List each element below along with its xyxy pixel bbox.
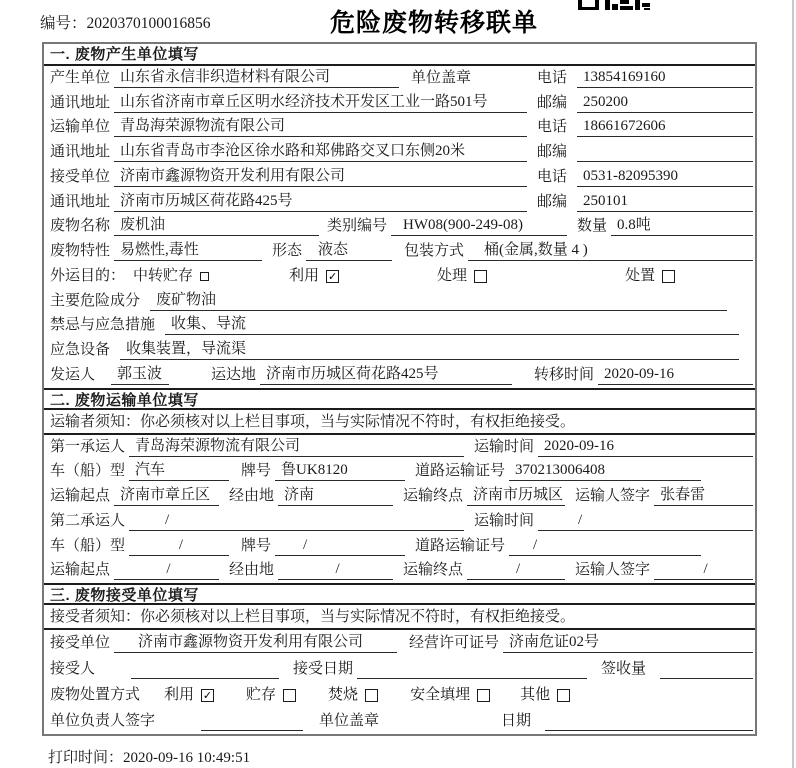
route-start-value-1: 济南市章丘区 [114,486,219,506]
print-time-value: 2020-09-16 10:49:51 [123,750,251,766]
row-right [537,117,753,137]
recycle-checkbox-icon: ✓ [327,269,338,283]
transport-time-value-2: / [538,511,753,531]
receiver-unit-label: 接受单位 [50,168,111,185]
row-waste-character [44,239,755,264]
row-receiver-address [44,190,755,215]
transporter-unit-label: 运输单位 [50,119,111,136]
section-transporter [44,388,755,584]
route-via-value-1: 济南 [278,486,393,506]
disposal-method-label: 废物处置方式 [50,687,141,704]
receiver-phone-value: 0531-82095390 [577,167,753,187]
waste-name-label: 废物名称 [50,218,111,235]
emergency-equipment-value: 收集装置，导流渠 [120,340,739,360]
route-end-value-1: 济南市历城区 [467,486,565,506]
road-permit-value-2: / [509,536,701,556]
row-left [50,68,537,88]
receiver-notice: 接受者须知：你必须核对以上栏目事项，当与实际情况不符时，有权拒绝接受。 [44,605,755,630]
received-qty-label: 签收量 [601,661,647,678]
purpose-option-treatment-label: 处理 [437,267,468,284]
manifest-form [42,42,757,736]
license-value: 济南危证02号 [503,633,753,653]
row-vehicle-1 [44,460,755,485]
row-emergency-measures [44,314,755,339]
transporter-zip-value [577,143,753,162]
row-right [537,143,753,162]
accept-unit-value: 济南市鑫源物资开发利用有限公司 [114,633,397,653]
route-start-value-2: / [114,560,219,580]
other-checkbox-icon [557,689,570,702]
disposal-option-landfill-label: 安全填埋 [410,687,471,704]
incinerate-checkbox-icon [365,689,378,702]
dispatcher-label: 发运人 [50,366,96,383]
serial-number-value: 2020370100016856 [86,15,211,32]
purpose-option-recycle [289,267,339,286]
vehicle-type-label-1: 车（船）型 [50,463,126,480]
producer-zip-label: 邮编 [537,94,568,111]
vehicle-type-value-2: / [129,536,229,556]
transporter-notice: 运输者须知：你必须核对以上栏目事项，当与实际情况不符时，有权拒绝接受。 [44,410,755,435]
route-via-label-2: 经由地 [229,562,275,579]
row-left [50,192,537,212]
purpose-option-disposal-label: 处置 [625,267,656,284]
row-route-2 [44,559,755,584]
row-accept-unit [44,630,755,656]
unit-seal-label: 单位盖章 [411,69,472,86]
transporter-address-value: 山东省青岛市李沧区徐水路和郑佛路交叉口东侧20米 [114,142,527,162]
road-permit-label-2: 道路运输证号 [415,537,506,554]
plate-label-1: 牌号 [241,463,272,480]
row-accept-person [44,656,755,682]
landfill-checkbox-icon [477,689,490,702]
serial-number-label: 编号： [40,15,87,32]
unit-seal-label-2: 单位盖章 [319,713,380,730]
disposal-option-incinerate [328,686,378,705]
license-label: 经营许可证号 [409,635,500,652]
carrier-sign-value-2: / [654,560,753,580]
producer-unit-value: 山东省永信非织造材料有限公司 [114,68,399,88]
accept-unit-label: 接受单位 [50,635,111,652]
responsible-sign-value [201,712,303,731]
row-left [50,167,537,187]
purpose-option-storage [133,267,209,286]
storage-checkbox-icon [200,272,209,281]
row-transporter-unit [44,116,755,141]
transporter-unit-value: 青岛海荣源物流有限公司 [114,117,527,137]
transport-time-label-2: 运输时间 [474,512,535,529]
carrier-sign-value-1: 张春雷 [654,486,753,506]
carrier-sign-label-2: 运输人签字 [575,562,651,579]
disposal-option-recycle-label: 利用 [164,687,195,704]
waste-qty-value: 0.8吨 [611,216,753,236]
route-start-label-2: 运输起点 [50,562,111,579]
accept-date-label: 接受日期 [293,661,354,678]
dispatcher-value: 郭玉波 [111,365,169,385]
producer-address-label: 通讯地址 [50,94,111,111]
transfer-time-value: 2020-09-16 [598,365,753,385]
row-left [50,117,537,137]
plate-value-1: 鲁UK8120 [275,461,405,481]
serial-number [40,11,211,33]
route-end-label-2: 运输终点 [403,562,464,579]
transport-time-value-1: 2020-09-16 [538,437,753,457]
print-time-label: 打印时间： [48,750,124,766]
route-via-label-1: 经由地 [229,488,275,504]
row-hazard-component [44,289,755,314]
transporter-phone-value: 18661672606 [577,117,753,137]
row-right [537,93,753,113]
receiver-unit-value: 济南市鑫源物资开发利用有限公司 [114,167,527,187]
producer-unit-label: 产生单位 [50,69,111,86]
second-carrier-value: / [129,511,464,531]
row-disposal-method [44,682,755,708]
waste-form-label: 形态 [272,243,303,259]
responsible-sign-label: 单位负责人签字 [50,713,156,730]
disposal-option-store [246,686,296,705]
waste-character-value: 易燃性,毒性 [114,241,262,261]
emergency-measures-value: 收集、导流 [165,315,739,335]
row-route-1 [44,484,755,509]
road-permit-value-1: 370213006408 [509,461,701,481]
producer-zip-value: 250200 [577,93,753,113]
section-producer-heading: 一. 废物产生单位填写 [44,44,755,66]
store-checkbox-icon [283,689,296,702]
receiver-zip-value: 250101 [577,192,753,212]
second-carrier-label: 第二承运人 [50,512,126,529]
producer-phone-label: 电话 [537,69,568,86]
transport-time-label-1: 运输时间 [474,438,535,455]
disposal-option-incinerate-label: 焚烧 [328,687,359,704]
row-dispatcher [44,363,755,388]
receiver-zip-label: 邮编 [537,193,568,210]
producer-phone-value: 13854169160 [577,68,753,88]
row-transfer-purpose [44,264,755,289]
row-right [537,167,753,187]
row-emergency-equipment [44,338,755,363]
receiver-address-value: 济南市历城区荷花路425号 [114,192,527,212]
row-right [537,192,753,212]
purpose-option-recycle-label: 利用 [289,267,320,284]
disposal-option-other-label: 其他 [520,687,551,704]
section-transporter-heading: 二. 废物运输单位填写 [44,388,755,410]
accept-date-value [357,660,587,679]
route-start-label-1: 运输起点 [50,488,111,504]
purpose-option-treatment [437,267,487,286]
plate-label-2: 牌号 [241,537,272,554]
treatment-checkbox-icon [474,270,487,283]
vehicle-type-label-2: 车（船）型 [50,537,126,554]
row-right [537,68,753,88]
emergency-equipment-label: 应急设备 [50,342,111,358]
waste-code-value: HW08(900-249-08) [391,216,567,236]
route-end-value-2: / [467,560,565,580]
vehicle-type-value-1: 汽车 [129,461,229,481]
qr-code-icon [578,0,650,10]
packing-value: 桶(金属,数量 4 ) [468,241,753,261]
sign-date-value [545,712,753,731]
route-end-label-1: 运输终点 [403,488,464,504]
transfer-purpose-label: 外运目的： [50,267,126,284]
section-producer [44,44,755,388]
purpose-option-disposal [625,267,675,286]
producer-address-value: 山东省济南市章丘区明水经济技术开发区工业一路501号 [114,93,527,113]
row-receiver-unit [44,165,755,190]
row-left [50,142,537,162]
transfer-time-label: 转移时间 [534,366,595,383]
carrier-sign-label-1: 运输人签字 [575,488,651,504]
first-carrier-value: 青岛海荣源物流有限公司 [129,437,464,457]
section-receiver [44,583,755,734]
disposal-option-landfill [410,686,490,705]
row-responsible-sign [44,708,755,734]
transporter-zip-label: 邮编 [537,144,568,160]
row-producer-address [44,91,755,116]
row-vehicle-2 [44,534,755,559]
row-left [50,93,537,113]
receiver-phone-label: 电话 [537,168,568,185]
accept-person-value [131,660,279,679]
row-waste-name [44,215,755,240]
transporter-phone-label: 电话 [537,119,568,136]
received-qty-value [660,660,753,679]
purpose-option-storage-label: 中转贮存 [133,267,194,284]
hazard-component-value: 废矿物油 [150,291,727,311]
destination-value: 济南市历城区荷花路425号 [260,365,512,385]
disposal-option-other [520,686,570,705]
emergency-measures-label: 禁忌与应急措施 [50,317,156,334]
waste-code-label: 类别编号 [327,218,388,235]
print-time [48,746,250,767]
page-edge-divider [792,0,794,768]
waste-name-value: 废机油 [114,216,319,236]
packing-label: 包装方式 [404,243,465,259]
waste-qty-label: 数量 [577,218,608,235]
page-title: 危险废物转移联单 [330,9,539,37]
disposal-checkbox-icon [662,270,675,283]
sign-date-label: 日期 [501,713,532,730]
row-first-carrier [44,435,755,460]
route-via-value-2: / [278,560,393,580]
first-carrier-label: 第一承运人 [50,438,126,455]
transporter-address-label: 通讯地址 [50,144,111,160]
row-transporter-address [44,140,755,165]
disposal-option-recycle [164,686,214,705]
waste-character-label: 废物特性 [50,243,111,259]
destination-label: 运达地 [211,366,257,383]
recycle-disposal-checkbox-icon: ✓ [202,689,213,703]
plate-value-2: / [275,536,405,556]
waste-form-value: 液态 [306,241,392,261]
row-second-carrier [44,509,755,534]
section-receiver-heading: 三. 废物接受单位填写 [44,583,755,605]
row-producer-unit [44,66,755,91]
receiver-address-label: 通讯地址 [50,193,111,210]
hazard-component-label: 主要危险成分 [50,292,141,309]
accept-person-label: 接受人 [50,661,96,678]
road-permit-label-1: 道路运输证号 [415,463,506,480]
disposal-option-store-label: 贮存 [246,687,277,704]
